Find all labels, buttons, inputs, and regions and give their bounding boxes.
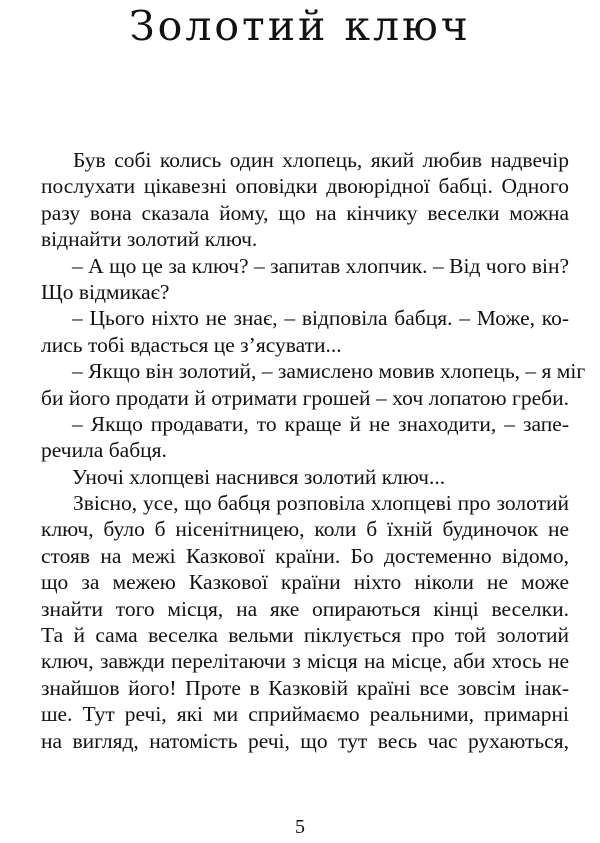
text-line: знайшов його! Проте в Казковій країні все зовсім інак- [41,675,569,700]
text-line: ключ, завжди перелітаючи з місця на місце, аби хтось не [41,649,569,674]
text-line: Звісно, усе, що бабця розповіла хлопцеві про золотий [73,491,569,516]
text-line: ключ, було б нісенітницею, коли б їхній будиночок не [41,517,569,542]
text-line: – Цього ніхто не знає, – відповіла бабця. – Може, ко- [72,306,569,331]
text-line: лись тобі вдасться це з’ясувати... [41,332,342,357]
text-line: – Якщо він золотий, – замислено мовив хлопець, – я міг [72,359,586,384]
page-title: Золотий ключ [129,2,471,50]
text-line: на вигляд, натомість речі, що тут весь час рухаються, [41,728,569,753]
text-line: Та й сама веселка вельми піклується про той золотий [41,623,569,648]
text-line: би його продати й отримати грошей – хоч лопатою греби. [41,385,569,410]
text-line: послухати цікавезні оповідки двоюрідної бабці. Одного [41,174,569,199]
text-line: – А що це за ключ? – запитав хлопчик. – Від чого він? [72,253,569,278]
text-line: речила бабця. [41,438,167,463]
text-line: – Якщо продавати, то краще й не знаходити, – запе- [72,411,569,436]
text-line: віднайти золотий ключ. [41,227,258,252]
text-line: Що відмикає? [41,279,170,304]
text-line: Був собі колись один хлопець, який любив надвечір [73,148,569,172]
text-line: ше. Тут речі, які ми сприймаємо реальними, примарні [41,702,569,727]
body-text [41,147,586,754]
text-line: знайти того місця, на яке опираються кінці веселки. [41,596,569,621]
page-number: 5 [295,816,305,838]
text-line: Уночі хлопцеві наснився золотий ключ... [72,464,446,489]
text-line: що за межею Казкової країни ніхто ніколи не може [41,570,569,595]
text-line: стояв на межі Казкової країни. Бо достеменно відомо, [41,543,569,568]
text-line: разу вона сказала йому, що на кінчику веселки можна [41,200,569,225]
